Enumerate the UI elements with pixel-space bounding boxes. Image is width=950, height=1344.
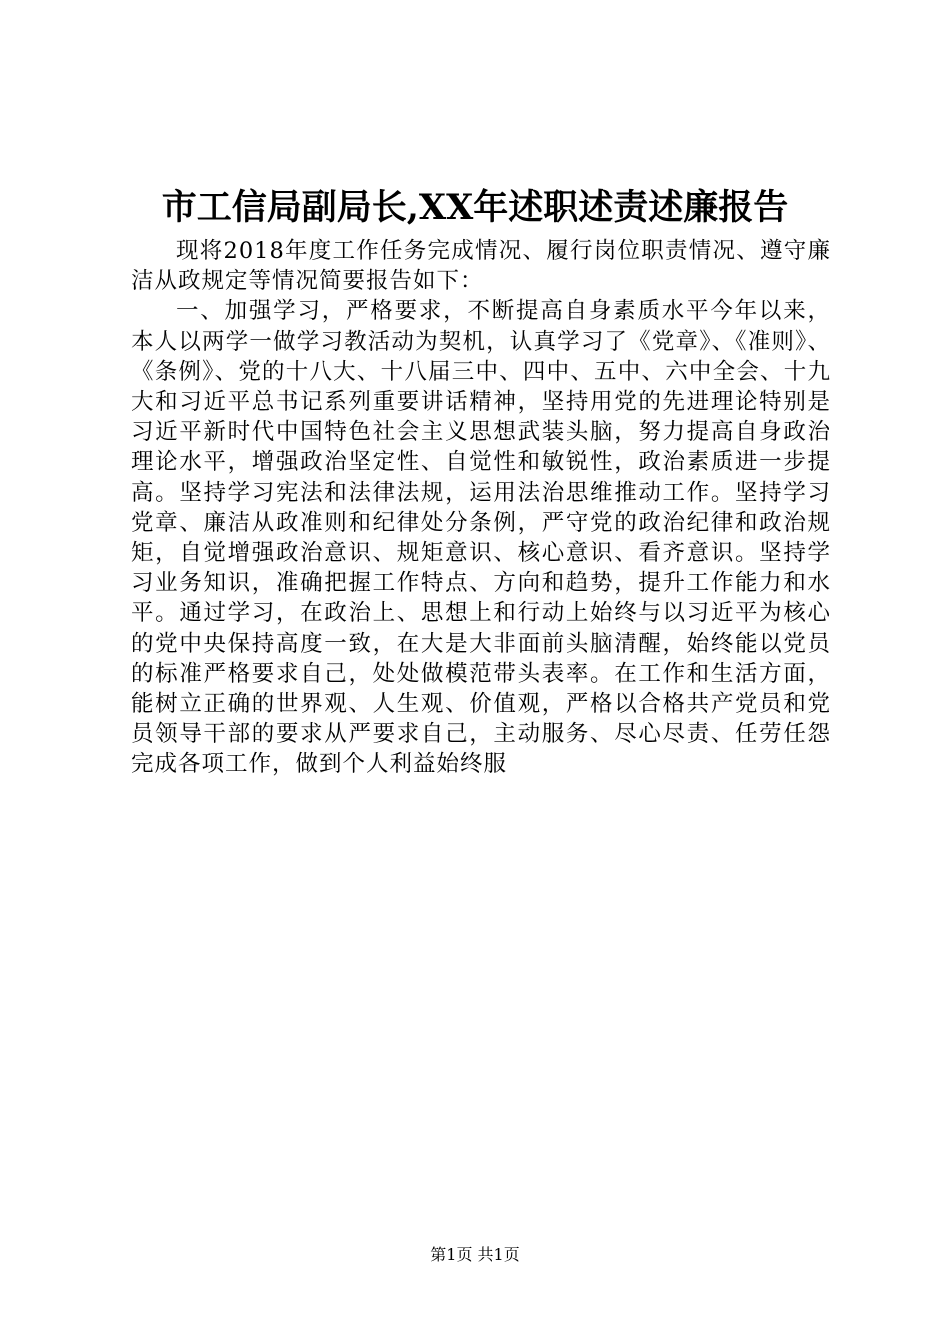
document-title: 市工信局副局长,XX年述职述责述廉报告 xyxy=(161,187,789,228)
document-body xyxy=(131,236,831,780)
page-number-footer: 第1页 共1页 xyxy=(430,1245,520,1264)
intro-paragraph: 现将2018年度工作任务完成情况、履行岗位职责情况、遵守廉洁从政规定等情况简要报告如下： xyxy=(131,238,831,295)
study-section-paragraph: 一、加强学习，严格要求，不断提高自身素质水平今年以来，本人以两学一做学习教活动为契机，认真学习了《党章》、《准则》、《条例》、党的十八大、十八届三中、四中、五中、六中全会、十九大和习近平总书记系列重要讲话精神，坚持用党的先进理论特别是习近平新时代中国特色社会主义思想武装头脑，努力提高自身政治理论水平，增强政治坚定性、自觉性和敏锐性，政治素质进一步提高。坚持学习宪法和法律法规，运用法治思维推动工作。坚持学习党章、廉洁从政准则和纪律处分条例，严守党的政治纪律和政治规矩，自觉增强政治意识、规矩意识、核心意识、看齐意识。坚持学习业务知识，准确把握工作特点、方向和趋势，提升工作能力和水平。通过学习，在政治上、思想上和行动上始终与以习近平为核心的党中央保持高度一致，在大是大非面前头脑清醒，始终能以党员的标准严格要求自己，处处做模范带头表率。在工作和生活方面，能树立正确的世界观、人生观、价值观，严格以合格共产党员和党员领导干部的要求从严要求自己，主动服务、尽心尽责、任劳任怨完成各项工作，做到个人利益始终服 xyxy=(131,298,831,778)
